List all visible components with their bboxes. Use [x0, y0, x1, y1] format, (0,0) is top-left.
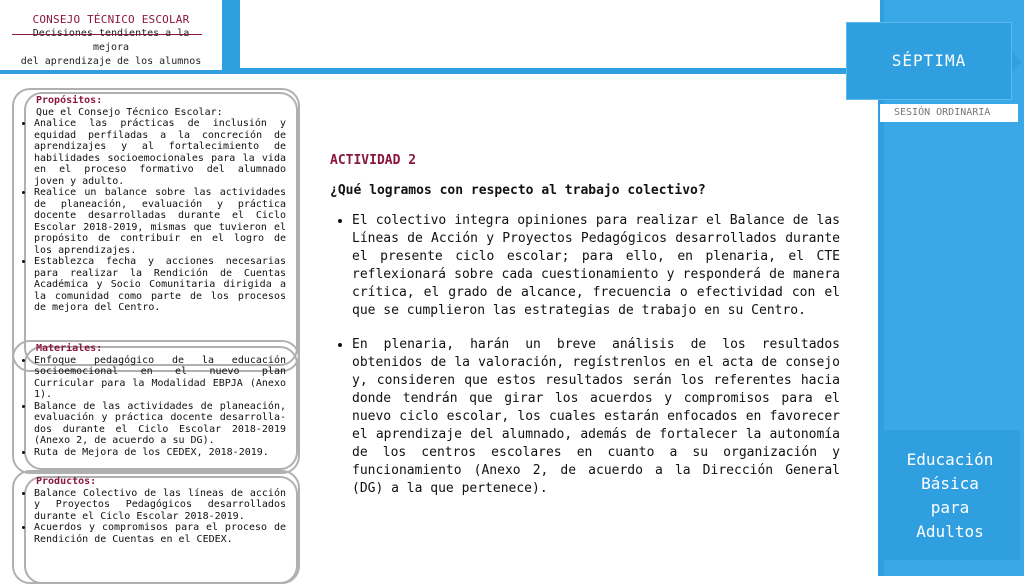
list-item: • Balance de las actividades de planeación, evaluación y práctica docente desarrolla-dos durante el Ciclo Escolar 2018-2019 (Anexo 2, de acuerdo a su DG).: [34, 401, 286, 447]
list-item: • Establezca fecha y acciones necesarias para realizar la Rendición de Cuentas Académica y Socio Comunitaria dirigida a la comunidad como parte de los procesos de mejora del Centro.: [34, 256, 286, 314]
header-underline: [12, 34, 202, 35]
propositos-intro: Que el Consejo Técnico Escolar:: [36, 106, 223, 118]
list-item: • Analice las prácticas de inclusión y equidad perfiladas a la concreción de aprendizajes y al fortalecimiento de habilidades socioemocionales para la vida en el proceso formativo del alumnado joven y adulto.: [34, 118, 286, 187]
list-item: • Balance Colectivo de las líneas de acción y Proyectos Pedagógicos desarrollados durante el Ciclo Escolar 2018-2019.: [34, 488, 286, 523]
level-badge: [880, 430, 1020, 560]
session-number: SÉPTIMA: [891, 51, 967, 70]
header: [0, 0, 222, 70]
main-content: [330, 152, 840, 514]
level-line-2: Básica: [921, 474, 979, 493]
level-line-4: Adultos: [916, 522, 984, 541]
activity-list: [330, 212, 840, 498]
list-item: • Realice un balance sobre las actividades de planeación, evaluación y práctica docente desarrolladas durante el Ciclo Escolar 2018-2019, mismas que tuvieron el propósito de contribuir en el logro de los aprendizajes.: [34, 187, 286, 256]
activity-title: ACTIVIDAD 2: [330, 153, 417, 168]
header-subtitle-3: del aprendizaje de los alumnos: [20, 56, 202, 67]
list-item: • Ruta de Mejora de los CEDEX, 2018-2019.: [34, 447, 286, 459]
propositos-section: [20, 95, 286, 314]
list-item: • Acuerdos y compromisos para el proceso de Rendición de Cuentas en el CEDEX.: [34, 522, 286, 545]
list-item: • Enfoque pedagógico de la educación socioemocional en el nuevo plan Curricular para la Modalidad EBPJA (Anexo 1).: [34, 355, 286, 401]
session-type: SESIÓN ORDINARIA: [880, 104, 1018, 122]
productos-title: Productos:: [36, 476, 97, 487]
top-banner-fill: [240, 0, 880, 68]
productos-section: [20, 476, 286, 545]
header-title: CONSEJO TÉCNICO ESCOLAR: [32, 13, 190, 26]
chevron-decoration: [220, 0, 240, 74]
session-number-badge: [846, 22, 1012, 100]
level-line-3: para: [930, 498, 970, 517]
propositos-list: [20, 118, 286, 314]
level-line-1: Educación: [906, 450, 994, 469]
list-item: • En plenaria, harán un breve análisis de los resultados obtenidos de la valoración, regístrenlos en el acta de consejo y, consideren que estos resultados serán los referentes hacia donde tendrán que girar los acuerdos y compromisos para el nuevo ciclo escolar, los cuales estarán enfocados en favorecer el aprendizaje del alumnado, además de fortalecer la autonomía de los centros escolares en cuanto a su organización y funcionamiento (Anexo 2, de acuerdo a la Dirección General (DG) a la que pertenece).: [352, 336, 840, 498]
materiales-section: [20, 343, 286, 458]
materiales-title: Materiales:: [36, 343, 103, 354]
propositos-title: Propósitos:: [36, 95, 103, 106]
materiales-list: [20, 355, 286, 459]
header-subtitle-2: mejora: [92, 42, 130, 53]
activity-question: ¿Qué logramos con respecto al trabajo colectivo?: [330, 183, 706, 198]
productos-list: [20, 488, 286, 546]
list-item: • El colectivo integra opiniones para realizar el Balance de las Líneas de Acción y Proyectos Pedagógicos desarrollados durante el presente ciclo escolar; para ello, en plenaria, el CTE reflexionará sobre cada cuestionamiento y responderá de manera crítica, el grado de alcance, frecuencia o efectividad con el que se cumplieron las estrategias de trabajo en su Centro.: [352, 212, 840, 320]
